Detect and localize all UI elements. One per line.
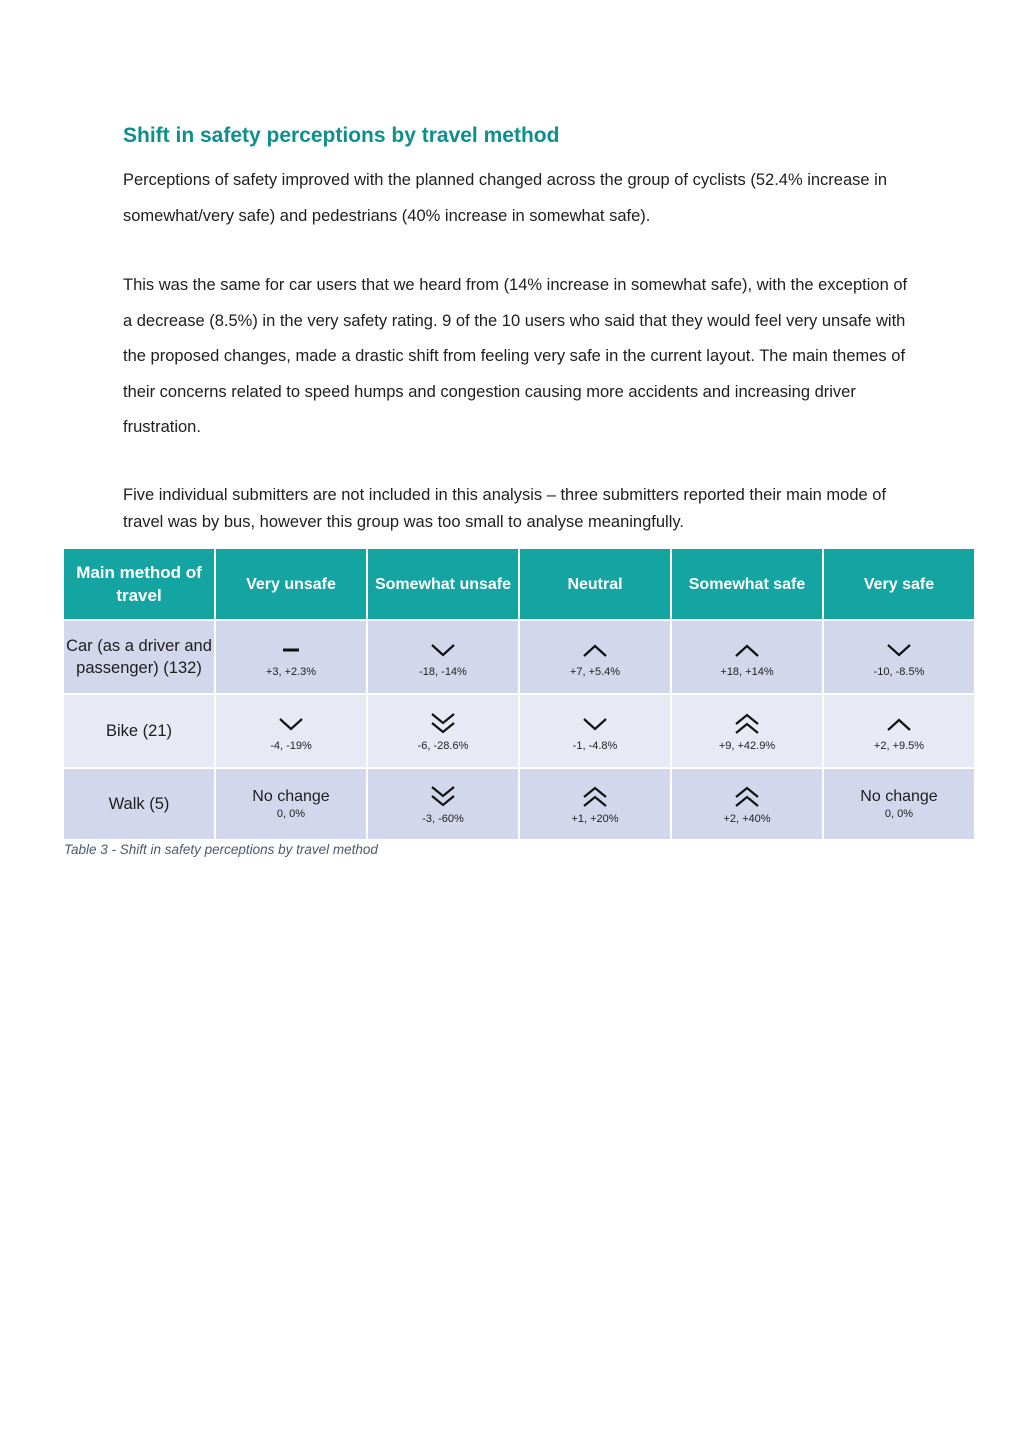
header-very-unsafe: Very unsafe [215, 548, 367, 620]
table-caption: Table 3 - Shift in safety perceptions by travel method [64, 842, 378, 857]
row-label-bike-text: Bike (21) [105, 722, 173, 740]
header-main-method: Main method of travel [63, 548, 215, 620]
chevron-down-icon [426, 635, 460, 665]
cell-value: +7, +5.4% [569, 666, 621, 678]
chevron-down-icon [274, 709, 308, 739]
double-chevron-up-icon [578, 782, 612, 812]
chevron-down-icon [882, 635, 916, 665]
paragraph-car-users: This was the same for car users that we heard from (14% increase in somewhat safe), with the exception of a decrease (8.5%) in the very safety rating. 9 of the 10 users who said that they would feel very unsafe with the proposed changes, made a drastic shift from feeling very safe in the current layout. The main themes of their concerns related to speed humps and congestion causing more accidents and increasing driver frustration. [123, 276, 908, 436]
table-header-row [63, 548, 975, 620]
cell-value: 0, 0% [276, 808, 306, 820]
cell-car-somewhat-unsafe [367, 620, 519, 694]
cell-value: -18, -14% [419, 666, 467, 678]
table-row-walk [63, 768, 975, 840]
double-chevron-up-icon [730, 709, 764, 739]
header-very-safe: Very safe [823, 548, 975, 620]
cell-bike-somewhat-safe [671, 694, 823, 768]
cell-value: -3, -60% [422, 813, 464, 825]
cell-value: +2, +9.5% [873, 740, 925, 752]
double-chevron-down-icon [426, 709, 460, 739]
dash-icon [274, 635, 308, 665]
page-title: Shift in safety perceptions by travel method [123, 124, 560, 147]
cell-car-very-unsafe [215, 620, 367, 694]
double-chevron-up-icon [730, 782, 764, 812]
table-row-car [63, 620, 975, 694]
chevron-up-icon [578, 635, 612, 665]
chevron-down-icon [578, 709, 612, 739]
cell-value: +9, +42.9% [718, 740, 776, 752]
header-somewhat-safe: Somewhat safe [671, 548, 823, 620]
chevron-up-icon [882, 709, 916, 739]
no-change-label: No change [860, 788, 938, 805]
table-row-bike [63, 694, 975, 768]
paragraph-cyclists-pedestrians: Perceptions of safety improved with the planned changed across the group of cyclists (52.4% increase in somewhat/very safe) and pedestrians (40% increase in somewhat safe). [123, 171, 888, 225]
cell-value: +1, +20% [571, 813, 619, 825]
cell-value: -4, -19% [270, 740, 312, 752]
safety-table-container [62, 547, 974, 841]
row-label-car [63, 620, 215, 694]
row-label-bike [63, 694, 215, 768]
chevron-up-icon [730, 635, 764, 665]
cell-value: +2, +40% [723, 813, 771, 825]
cell-car-very-safe [823, 620, 975, 694]
cell-value: -10, -8.5% [873, 666, 925, 678]
cell-bike-very-unsafe [215, 694, 367, 768]
header-somewhat-unsafe: Somewhat unsafe [367, 548, 519, 620]
cell-car-somewhat-safe [671, 620, 823, 694]
cell-bike-somewhat-unsafe [367, 694, 519, 768]
cell-bike-very-safe [823, 694, 975, 768]
cell-value: +18, +14% [720, 666, 774, 678]
cell-car-neutral [519, 620, 671, 694]
paragraph-excluded-submitters: Five individual submitters are not included in this analysis – three submitters reported their main mode of travel was by bus, however this group was too small to analyse meaningfully. [123, 486, 887, 531]
cell-walk-somewhat-safe [671, 768, 823, 840]
cell-value: 0, 0% [884, 808, 914, 820]
no-change-label: No change [252, 788, 330, 805]
cell-walk-somewhat-unsafe [367, 768, 519, 840]
cell-walk-very-safe [823, 768, 975, 840]
safety-perception-table [62, 547, 976, 841]
cell-value: +3, +2.3% [265, 666, 317, 678]
cell-value: -6, -28.6% [417, 740, 469, 752]
cell-value: -1, -4.8% [572, 740, 618, 752]
cell-walk-very-unsafe [215, 768, 367, 840]
cell-bike-neutral [519, 694, 671, 768]
cell-walk-neutral [519, 768, 671, 840]
double-chevron-down-icon [426, 782, 460, 812]
header-neutral: Neutral [519, 548, 671, 620]
row-label-walk [63, 768, 215, 840]
row-label-car-text: Car (as a driver and passenger) (132) [66, 637, 212, 677]
row-label-walk-text: Walk (5) [108, 795, 170, 813]
